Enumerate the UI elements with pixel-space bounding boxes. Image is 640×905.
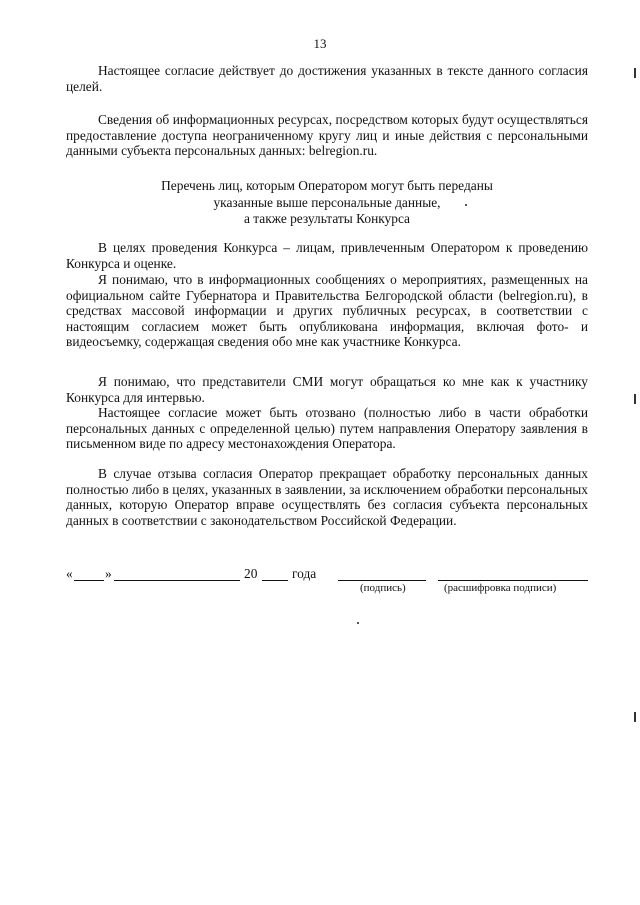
paragraph-withdraw-case: В случае отзыва согласия Оператор прекращает обработку персональных данных полностью либо в целях, указанных в заявлении, за исключением обработки персональных данных, которую Оператор вправе осуществлять без согласия субъекта персональных данных в соответствии с законодательством Российской Федерации. xyxy=(66,466,588,528)
paragraph-understand-media: Я понимаю, что представители СМИ могут обращаться ко мне как к участнику Конкурса для интервью. xyxy=(66,374,588,405)
heading-line-2: указанные выше персональные данные, xyxy=(213,194,441,210)
paragraph-consent-term: Настоящее согласие действует до достижения указанных в тексте данного согласия целей. xyxy=(66,63,588,94)
open-quote: « xyxy=(66,566,73,581)
signature-blank[interactable] xyxy=(338,566,426,581)
paragraph-withdraw: Настоящее согласие может быть отозвано (полностью либо в части обработки персональных данных с определенной целью) путем направления Оператору заявления в письменном виде по адресу местонахождения Оператора. xyxy=(66,405,588,452)
year-blank[interactable] xyxy=(262,566,288,581)
scan-edge-mark xyxy=(634,712,636,722)
month-blank[interactable] xyxy=(114,566,240,581)
heading-line-1: Перечень лиц, которым Оператором могут быть переданы xyxy=(161,178,493,193)
decryption-caption: (расшифровка подписи) xyxy=(444,582,557,594)
paragraph-info-resources: Сведения об информационных ресурсах, посредством которых будут осуществляться предоставление доступа неограниченному кругу лиц и иные действия с персональными данными субъекта персональных данных: belregion.ru. xyxy=(66,112,588,159)
day-blank[interactable] xyxy=(74,566,104,581)
signature-caption: (подпись) xyxy=(360,582,406,594)
scan-edge-mark xyxy=(634,394,636,404)
scan-speck xyxy=(465,204,467,206)
close-quote: » xyxy=(105,566,112,581)
page-number: 13 xyxy=(313,36,327,51)
paragraph-purpose: В целях проведения Конкурса – лицам, привлеченным Оператором к проведению Конкурса и оценке. xyxy=(66,240,588,271)
year-suffix: года xyxy=(292,566,317,581)
scan-speck xyxy=(357,622,359,624)
decryption-blank[interactable] xyxy=(438,566,588,581)
heading-line-3: а также результаты Конкурса xyxy=(243,211,410,226)
scan-edge-mark xyxy=(634,68,636,78)
paragraph-understand-site: Я понимаю, что в информационных сообщениях о мероприятиях, размещенных на официальном сайте Губернатора и Правительства Белгородской области (belregion.ru), в средствах массовой информации и других публичных ресурсах, в соответствии с настоящим согласием может быть опубликована информация, включая фото- и видеосъемку, содержащая сведения обо мне как участнике Конкурса. xyxy=(66,272,588,350)
year-prefix: 20 xyxy=(244,566,258,581)
section-heading xyxy=(66,178,588,228)
